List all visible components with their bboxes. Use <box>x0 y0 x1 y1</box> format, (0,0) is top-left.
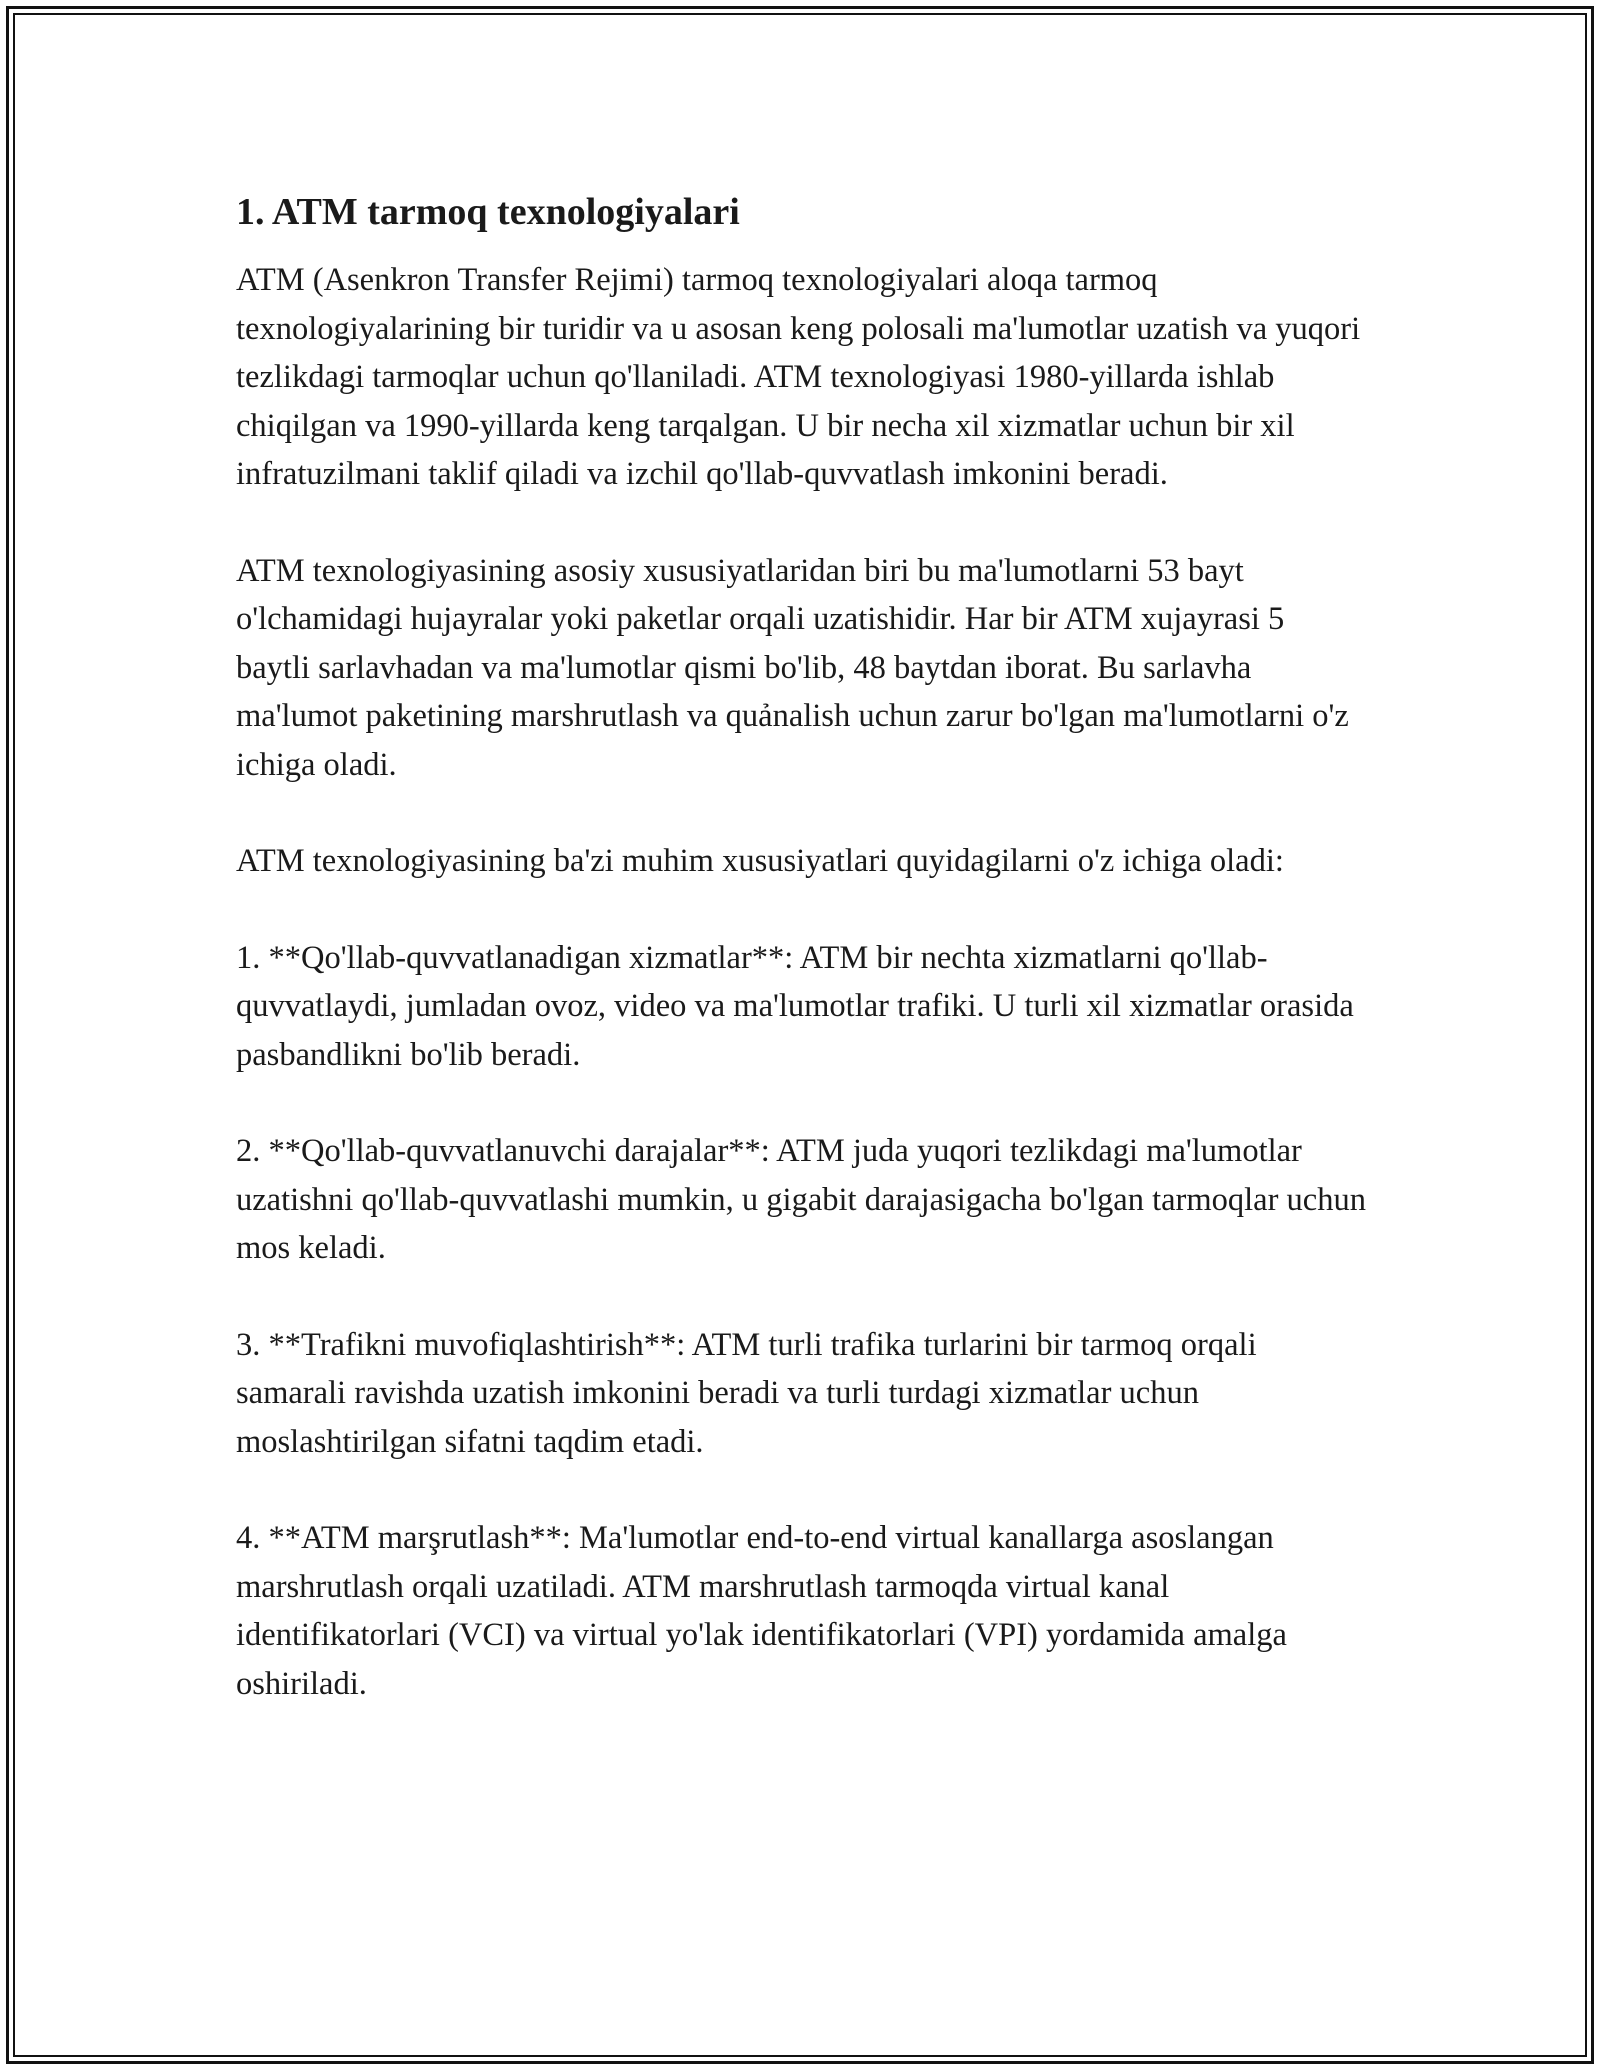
document-title: 1. ATM tarmoq texnologiyalari <box>236 191 740 233</box>
list-item-traffic: 3. **Trafikni muvofiqlashtirish**: ATM turli trafika turlarini bir tarmoq orqali samarali ravishda uzatish imkonini beradi va turli turdagi xizmatlar uchun moslashtirilgan sifatni taqdim etadi. <box>236 1326 1257 1460</box>
list-item-services: 1. **Qo'llab-quvvatlanadigan xizmatlar**: ATM bir nechta xizmatlarni qo'llab-quvvatlaydi, jumladan ovoz, video va ma'lumotlar trafiki. U turli xil xizmatlar orasida pasbandlikni bo'lib beradi. <box>236 939 1354 1073</box>
list-item-speeds: 2. **Qo'llab-quvvatlanuvchi darajalar**: ATM juda yuqori tezlikdagi ma'lumotlar uzatishni qo'llab-quvvatlashi mumkin, u gigabit darajasigacha bo'lgan tarmoqlar uchun mos keladi. <box>236 1133 1366 1266</box>
paragraph-features-lead: ATM texnologiyasining ba'zi muhim xususiyatlari quyidagilarni o'z ichiga oladi: <box>236 843 1284 879</box>
document-body <box>236 186 1366 1756</box>
paragraph-intro: ATM (Asenkron Transfer Rejimi) tarmoq texnologiyalari aloqa tarmoq texnologiyalarining bir turidir va u asosan keng polosali ma'lumotlar uzatish va yuqori tezlikdagi tarmoqlar uchun qo'llaniladi. ATM texnologiyasi 1980-yillarda ishlab chiqilgan va 1990-yillarda keng tarqalgan. U bir necha xil xizmatlar uchun bir xil infratuzilmani taklif qiladi va izchil qo'llab-quvvatlash imkonini beradi. <box>236 262 1361 492</box>
list-item-routing: 4. **ATM marşrutlash**: Ma'lumotlar end-to-end virtual kanallarga asoslangan marshrutlash orqali uzatiladi. ATM marshrutlash tarmoqda virtual kanal identifikatorlari (VCI) va virtual yo'lak identifikatorlari (VPI) yordamida amalga oshiriladi. <box>236 1520 1287 1702</box>
paragraph-cell-structure: ATM texnologiyasining asosiy xususiyatlaridan biri bu ma'lumotlarni 53 bayt o'lchamidagi hujayralar yoki paketlar orqali uzatishidir. Har bir ATM xujayrasi 5 baytli sarlavhadan va ma'lumotlar qismi bo'lib, 48 baytdan iborat. Bu sarlavha ma'lumot paketining marshrutlash va quảnalish uchun zarur bo'lgan ma'lumotlarni o'z ichiga oladi. <box>236 552 1349 783</box>
